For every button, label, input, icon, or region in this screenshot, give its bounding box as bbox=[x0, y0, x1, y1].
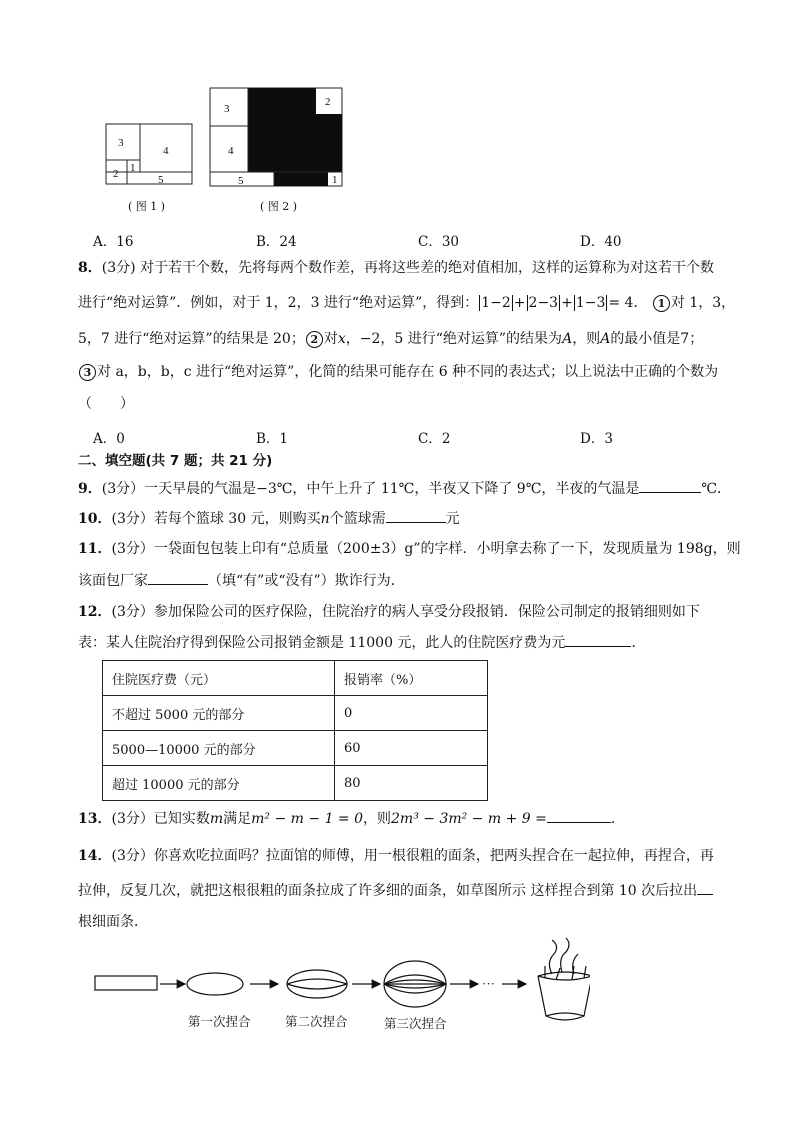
q8-text-3e: 的最小值是7； bbox=[610, 331, 704, 347]
q8-text-3b: 对 bbox=[323, 331, 338, 347]
thick-noodle bbox=[95, 976, 157, 990]
q11-line-1 bbox=[78, 539, 741, 559]
q8-text-4: 对 a，b，b，c 进行“绝对运算”，化简的结果可能存在 6 种不同的表达式；以上说法中正确的个数为 bbox=[97, 364, 719, 380]
table-header: 住院医疗费（元） bbox=[103, 661, 335, 696]
q8-var-x: x bbox=[337, 331, 346, 347]
reimbursement-table bbox=[102, 660, 488, 801]
q13-var-m: m bbox=[209, 811, 224, 827]
q14-line-3: 根细面条． bbox=[78, 914, 148, 930]
q9-number: 9． bbox=[78, 481, 102, 497]
q11-line-2 bbox=[78, 570, 405, 591]
q11-text-2a: 该面包厂家 bbox=[78, 573, 148, 589]
table-cell: 80 bbox=[335, 766, 488, 801]
q8-option-b[interactable]: B．1 bbox=[256, 431, 289, 447]
q14-text-2: 拉伸，反复几次，就把这根很粗的面条拉成了许多细的面条，如草图所示 这样捏合到第 10 次后拉出 bbox=[78, 883, 698, 899]
caption-fold-2: 第二次捏合 bbox=[285, 1014, 348, 1029]
q8-abs-2: 2−3 bbox=[528, 295, 559, 311]
q14-text-1: (3分）你喜欢吃拉面吗？拉面馆的师傅，用一根很粗的面条，把两头捏合在一起拉伸，再捏合，再 bbox=[111, 848, 714, 864]
fig1-label-3: 3 bbox=[118, 137, 124, 149]
q11-answer-blank[interactable] bbox=[148, 570, 208, 585]
q8-number: 8． bbox=[78, 260, 102, 276]
q10 bbox=[78, 508, 460, 529]
q7-option-a[interactable]: A．16 bbox=[93, 234, 134, 250]
fig1-label-4: 4 bbox=[163, 145, 169, 157]
caption-fold-3: 第三次捏合 bbox=[384, 1016, 447, 1031]
fig2-label-1: 1 bbox=[332, 174, 338, 186]
table-header-row bbox=[103, 661, 488, 696]
q13-number: 13． bbox=[78, 811, 112, 827]
q10-text-a: (3分）若每个篮球 30 元，则购买 bbox=[111, 511, 321, 527]
fig1-caption: ( 图 1 ) bbox=[128, 200, 166, 213]
q8-line-1 bbox=[78, 258, 714, 278]
table-cell: 60 bbox=[335, 731, 488, 766]
section-2-title: 二、填空题(共 7 题；共 21 分) bbox=[78, 453, 273, 469]
table-cell: 不超过 5000 元的部分 bbox=[103, 696, 335, 731]
q8-text-3c: ，−2，5 进行“绝对运算”的结果为 bbox=[345, 331, 563, 347]
q9-text: (3分）一天早晨的气温是−3℃，中午上升了 11℃，半夜又下降了 9℃，半夜的气温是 bbox=[101, 481, 640, 497]
q8-var-A: A bbox=[562, 331, 573, 347]
q8-option-a[interactable]: A．0 bbox=[93, 431, 125, 447]
fig1-label-1: 1 bbox=[130, 162, 136, 174]
figure-1 bbox=[106, 124, 192, 186]
q8-var-A-2: A bbox=[600, 331, 611, 347]
q8-eq-4: = 4． bbox=[608, 295, 648, 311]
q14-line-2 bbox=[78, 880, 713, 901]
circled-1: 1 bbox=[653, 295, 670, 312]
q8-paren: （ ） bbox=[78, 396, 134, 412]
q12-answer-blank[interactable] bbox=[565, 632, 631, 647]
q12-tail: ． bbox=[631, 635, 646, 651]
q8-line-4 bbox=[78, 362, 718, 382]
q14-number: 14． bbox=[78, 848, 112, 864]
q8-text-3d: ，则 bbox=[572, 331, 601, 347]
q8-text-2a: 进行“绝对运算”．例如，对于 1，2，3 进行“绝对运算”，得到： bbox=[78, 295, 479, 311]
q14-line-1 bbox=[78, 846, 714, 866]
fig2-label-3: 3 bbox=[224, 103, 230, 115]
q10-answer-blank[interactable] bbox=[386, 508, 446, 523]
q13-equation-2: 2m³ − 3m² − m + 9 = bbox=[391, 811, 547, 827]
q13-text-a: (3分）已知实数 bbox=[111, 811, 210, 827]
fig1-label-2: 2 bbox=[113, 168, 119, 180]
noodle-fold-1 bbox=[187, 973, 243, 995]
q12-text-1: (3分）参加保险公司的医疗保险，住院治疗的病人享受分段报销．保险公司制定的报销细则如下 bbox=[111, 604, 700, 620]
fig2-label-2: 2 bbox=[325, 96, 331, 108]
noodle-fold-3 bbox=[384, 961, 446, 1007]
q8-line-3 bbox=[78, 329, 703, 349]
noodle-fold-2 bbox=[287, 970, 347, 998]
q11-text-2b: （填“有”或“没有”）欺诈行为． bbox=[208, 573, 405, 589]
q8-line-2: 进行“绝对运算”．例如，对于 1，2，3 进行“绝对运算”，得到： 1−2 + 2−3 + 1−3 = 4． 1 对 1，3， bbox=[78, 295, 736, 311]
table-cell: 超过 10000 元的部分 bbox=[103, 766, 335, 801]
q11-text-1: (3分）一袋面包包装上印有“总质量（200±3）g”的字样．小明拿去称了一下，发现质量为 198g，则 bbox=[111, 541, 741, 557]
noodle-bowl-icon bbox=[538, 938, 590, 1020]
fig2-label-5: 5 bbox=[238, 175, 244, 187]
fig2-label-4: 4 bbox=[228, 145, 234, 157]
q12-text-2: 表：某人住院治疗得到保险公司报销金额是 11000 元，此人的住院医疗费为元 bbox=[78, 635, 566, 651]
q12-number: 12． bbox=[78, 604, 112, 620]
table-row bbox=[103, 696, 488, 731]
q10-tail: 元 bbox=[445, 511, 460, 527]
q8-abs-1: 1−2 bbox=[481, 295, 511, 311]
q13 bbox=[78, 808, 625, 829]
q9 bbox=[78, 478, 731, 499]
q9-tail: ℃． bbox=[701, 481, 732, 497]
q7-option-b[interactable]: B．24 bbox=[256, 234, 297, 250]
q8-option-d[interactable]: D．3 bbox=[580, 431, 613, 447]
circled-3: 3 bbox=[79, 364, 96, 381]
q12-line-1 bbox=[78, 602, 700, 622]
q8-score: (3分) bbox=[101, 260, 136, 276]
table-row bbox=[103, 766, 488, 801]
circled-2: 2 bbox=[306, 331, 323, 348]
ellipsis: ··· bbox=[482, 976, 495, 991]
table-header: 报销率（%） bbox=[335, 661, 488, 696]
q8-text-3a: 5，7 进行“绝对运算”的结果是 20； bbox=[78, 331, 305, 347]
q13-tail: ． bbox=[610, 811, 625, 827]
caption-fold-1: 第一次捏合 bbox=[188, 1014, 251, 1029]
q13-text-b: 满足 bbox=[223, 811, 252, 827]
q8-abs-3: 1−3 bbox=[575, 295, 606, 311]
q12-line-2 bbox=[78, 632, 645, 653]
q10-text-b: 个篮球需 bbox=[329, 511, 386, 527]
q10-number: 10． bbox=[78, 511, 112, 527]
q9-answer-blank[interactable] bbox=[639, 478, 701, 493]
q8-option-c[interactable]: C．2 bbox=[418, 431, 451, 447]
q14-answer-blank[interactable] bbox=[697, 880, 713, 895]
fig2-caption: ( 图 2 ) bbox=[260, 200, 298, 213]
q8-text-2b: 对 1，3， bbox=[670, 295, 736, 311]
q8-text-1: 对于若干个数，先将每两个数作差，再将这些差的绝对值相加，这样的运算称为对这若干个数 bbox=[140, 260, 715, 276]
q7-option-c[interactable]: C．30 bbox=[418, 234, 460, 250]
figure-2 bbox=[210, 88, 342, 187]
q13-text-c: ，则 bbox=[363, 811, 392, 827]
table-cell: 5000—10000 元的部分 bbox=[103, 731, 335, 766]
table-row bbox=[103, 731, 488, 766]
q13-equation-1: m² − m − 1 = 0 bbox=[251, 811, 364, 827]
q10-var-n: n bbox=[320, 511, 330, 527]
fig1-label-5: 5 bbox=[158, 174, 164, 186]
q11-number: 11． bbox=[78, 541, 112, 557]
table-cell: 0 bbox=[335, 696, 488, 731]
q7-option-d[interactable]: D．40 bbox=[580, 234, 622, 250]
q13-answer-blank[interactable] bbox=[547, 808, 611, 823]
